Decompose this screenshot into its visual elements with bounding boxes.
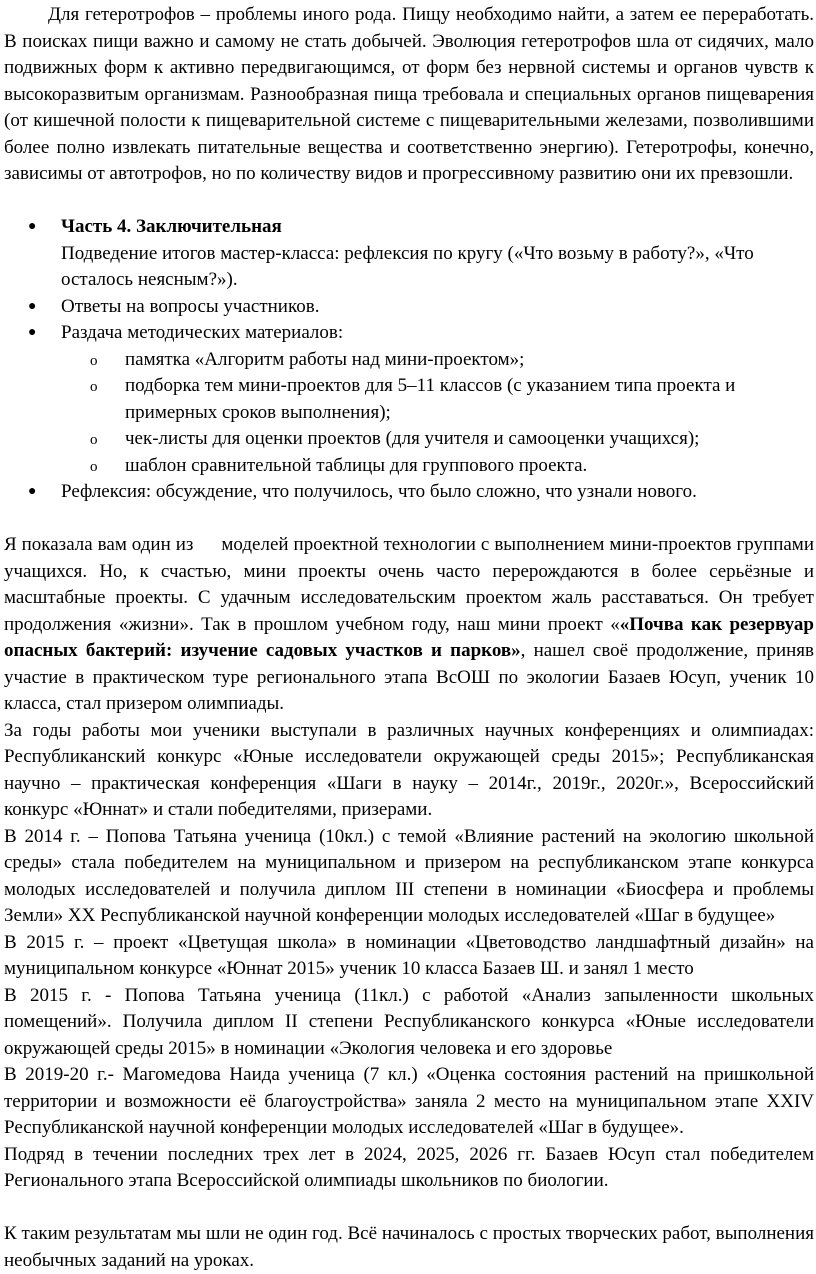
list-item (4, 479, 814, 506)
bullet-icon: ● (28, 484, 37, 499)
circle-bullet-icon: o (90, 458, 98, 475)
list-item (4, 320, 814, 479)
bullet-icon: ● (28, 298, 37, 314)
list-item (4, 214, 814, 294)
paragraph-projects: Я показала вам один из моделей проектной технологии с выполнением мини-проектов группами учащихся. Но, к счастью, мини проекты очень часто перерождаются в более серьёзные и масштабные проекты. С удачным исследовательским проектом жаль расставаться. Он требует продолжения «жизни». Так в прошлом учебном году, наш мини проект ««Почва как резервуар опасных бактерий: изучение садовых участков и парков», нашел своё продолжение, приняв участие в практическом туре регионального этапа ВсОШ по экологии Базаев Юсуп, ученик 10 класса, стал призером олимпиады. (4, 534, 815, 714)
sublist-item: o подборка тем мини-проектов для 5–11 классов (с указанием типа проекта и примерных сроков выполнения); (90, 375, 736, 423)
sublist-item: o шаблон сравнительной таблицы для группового проекта. (4, 453, 814, 480)
bullet-icon: ● (28, 219, 37, 234)
paragraph-achievements: За годы работы мои ученики выступали в различных научных конференциях и олимпиадах: Республиканский конкурс «Юные исследователи окружающей среды 2015»; Республиканская научно – практическая конференция «Шаги в науку – 2014г., 2019г., 2020г.», Всероссийский конкурс «Юннат» и стали победителями, призерами. (4, 719, 814, 820)
handout-item: Раздача методических материалов: (61, 322, 344, 343)
part4-summary: Подведение итогов мастер-класса: рефлексия по кругу («Что возьму в работу?», «Что осталось неясным?»). (61, 242, 754, 290)
answers-item: Ответы на вопросы участников. (61, 295, 320, 317)
paragraph-2015-a: В 2015 г. – проект «Цветущая школа» в номинации «Цветоводство ландшафтный дизайн» на муниципальном конкурсе «Юннат 2015» ученик 10 класса Базаев Ш. и занял 1 место (4, 931, 814, 979)
spacer (4, 188, 814, 215)
bullet-icon: ● (28, 325, 37, 340)
paragraph-2019: В 2019-20 г.- Магомедова Наида ученица (7 кл.) «Оценка состояния растений на пришкольной территории и возможности её благоустройства» заняла 2 место на муниципальном этапе XXIV Республиканской научной конференции молодых исследователей «Шаг в будущее». (4, 1064, 814, 1138)
circle-bullet-icon: o (90, 352, 98, 369)
handout-sublist (61, 347, 814, 480)
reflection-item: Рефлексия: обсуждение, что получилось, что было сложно, что узнали нового. (61, 481, 697, 502)
sublist-item: o чек-листы для оценки проектов (для учителя и самооценки учащихся); (4, 426, 814, 453)
document-page (4, 2, 814, 1274)
project-title: «Почва как резервуар опасных бактерий: изучение садовых участков и парков» (4, 613, 815, 661)
paragraph-2014: В 2014 г. – Попова Татьяна ученица (10кл.) с темой «Влияние растений на экологию школьной среды» стала победителем на муниципальном и призером на республиканском этапе конкурса молодых исследователей и получила диплом III степени в номинации «Биосфера и проблемы Земли» XX Республиканской научной конференции молодых исследователей «Шаг в будущее» (4, 825, 814, 926)
circle-bullet-icon: o (90, 432, 98, 448)
sublist-item: o памятка «Алгоритм работы над мини-проектом»; (4, 347, 814, 374)
part4-list (4, 214, 814, 506)
spacer (4, 1195, 814, 1222)
list-item (4, 294, 814, 321)
circle-bullet-icon: o (90, 379, 98, 395)
paragraph-conclusion: К таким результатам мы шли не один год. Всё начиналось с простых творческих работ, выполнения необычных заданий на уроках. (4, 1223, 814, 1271)
part4-title: Часть 4. Заключительная (61, 216, 282, 237)
intro-paragraph: Для гетеротрофов – проблемы иного рода. Пищу необходимо найти, а затем ее переработать. В поисках пищи важно и самому не стать добычей. Эволюция гетеротрофов шла от сидячих, мало подвижных форм к активно передвигающимся, от форм без нервной системы и органов чувств к высокоразвитым организмам. Разнообразная пища требовала и специальных органов пищеварения (от кишечной полости к пищеварительной системе с пищеварительными железами, позволившими более полно извлекать питательные вещества и соответственно энергию). Гетеротрофы, конечно, зависимы от автотрофов, но по количеству видов и прогрессивному развитию они их превзошли. (4, 4, 814, 184)
paragraph-olympiad: Подряд в течении последних трех лет в 2024, 2025, 2026 гг. Базаев Юсуп стал победителем Регионального этапа Всероссийской олимпиады школьников по биологии. (4, 1143, 814, 1191)
spacer (4, 506, 814, 533)
paragraph-2015-b: В 2015 г. - Попова Татьяна ученица (11кл.) с работой «Анализ запыленности школьных помещений». Получила диплом II степени Республиканского конкурса «Юные исследователи окружающей среды 2015» в номинации «Экология человека и его здоровье (4, 984, 814, 1059)
